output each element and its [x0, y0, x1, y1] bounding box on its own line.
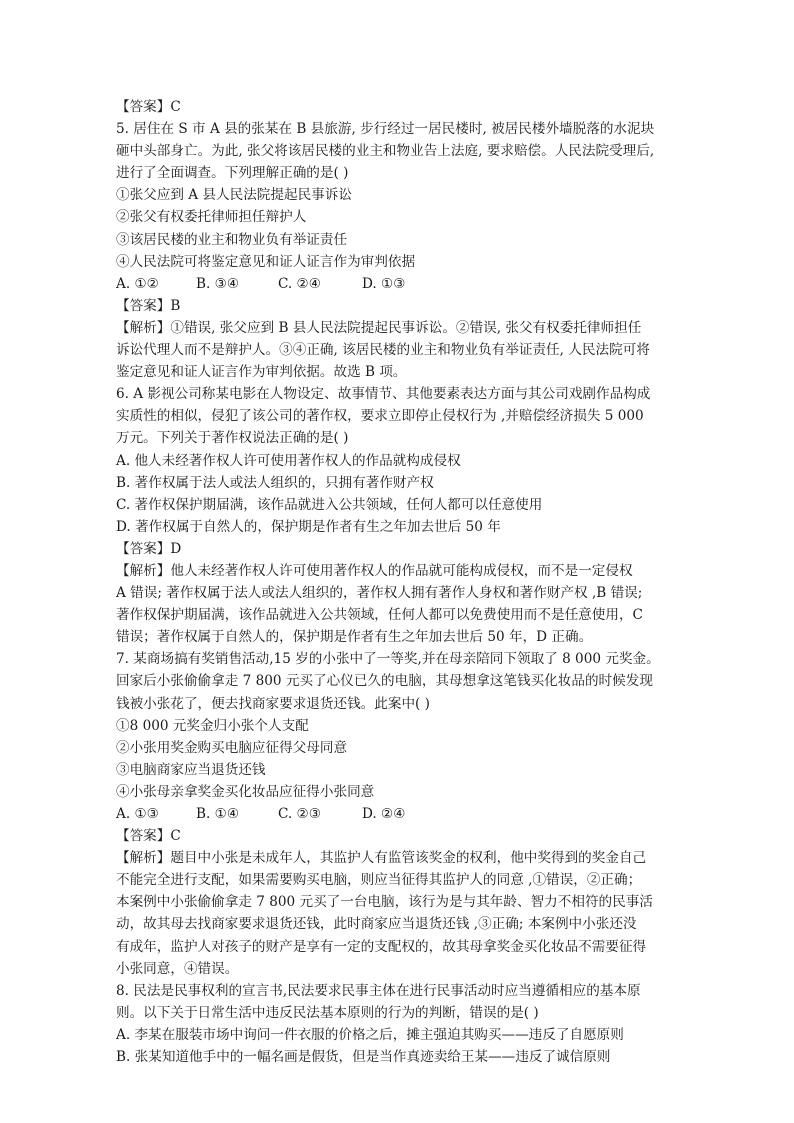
q6-option-d: D. 著作权属于自然人的，保护期是作者有生之年加去世后 50 年 — [116, 518, 501, 535]
q6-option-c: C. 著作权保护期届满，该作品就进入公共领域，任何人都可以任意使用 — [116, 496, 543, 513]
answer-q6: 【答案】D — [116, 540, 182, 557]
analysis-q6-line: A 错误; 著作权属于法人或法人组织的，著作权人拥有著作人身权和著作财产权 ,B 错误; — [116, 585, 643, 602]
analysis-q6-line: 错误；著作权属于自然人的，保护期是作者有生之年加去世后 50 年，D 正确。 — [116, 629, 593, 646]
q5-option-c: C. ②④ — [278, 275, 321, 292]
q7-option-c: C. ②③ — [278, 806, 321, 822]
document-body — [116, 96, 684, 1068]
analysis-q7-line: 本案例中小张偷偷拿走 7 800 元买了一台电脑，该行为是与其年龄、智力不相符的民事活 — [116, 894, 653, 911]
q7-stem-line: 钱被小张花了，便去找商家要求退货还钱。此案中( ) — [116, 695, 430, 712]
analysis-q5-line: 鉴定意见和证人证言作为审判依据。故选 B 项。 — [116, 364, 407, 381]
q5-option-a: A. ①② — [116, 275, 159, 292]
q7-statement: ②小张用奖金购买电脑应征得父母同意 — [116, 739, 348, 756]
q5-option-d: D. ①③ — [362, 275, 406, 292]
analysis-q7-line: 【解析】题目中小张是未成年人，其监护人有监管该奖金的权利，他中奖得到的奖金自己 — [116, 850, 647, 867]
q7-statement: ①8 000 元奖金归小张个人支配 — [116, 717, 309, 734]
q6-option-b: B. 著作权属于法人或法人组织的，只拥有著作财产权 — [116, 474, 434, 491]
q6-stem-line: 6. A 影视公司称某电影在人物设定、故事情节、其他要素表达方面与其公司戏剧作品构成 — [116, 386, 651, 403]
q5-stem-line: 砸中头部身亡。为此, 张父将该居民楼的业主和物业告上法庭, 要求赔偿。人民法院受理后, — [116, 143, 655, 160]
analysis-q5-line: 诉讼代理人而不是辩护人。③④正确, 该居民楼的业主和物业负有举证责任, 人民法院可将 — [116, 342, 650, 359]
analysis-q6-line: 著作权保护期届满，该作品就进入公共领域，任何人都可以免费使用而不是任意使用，C — [116, 607, 643, 624]
q5-statement: ③该居民楼的业主和物业负有举证责任 — [116, 231, 348, 248]
answer-q5: 【答案】B — [116, 297, 181, 314]
q8-stem-line: 则。以下关于日常生活中违反民法基本原则的行为的判断，错误的是( ) — [116, 1004, 539, 1021]
q5-stem-line: 5. 居住在 S 市 A 县的张某在 B 县旅游, 步行经过一居民楼时, 被居民楼外墙脱落的水泥块 — [116, 121, 655, 138]
q7-stem-line: 回家后小张偷偷拿走 7 800 元买了心仪已久的电脑，其母想拿这笔钱买化妆品的时候发现 — [116, 673, 653, 690]
analysis-q7-line: 动，故其母去找商家要求退货还钱，此时商家应当退货还钱 ,③正确; 本案例中小张还没 — [116, 916, 637, 933]
analysis-q6-line: 【解析】他人未经著作权人许可使用著作权人的作品就可能构成侵权，而不是一定侵权 — [116, 562, 633, 579]
q7-option-b: B. ①④ — [196, 806, 240, 822]
q7-stem-line: 7. 某商场搞有奖销售活动,15 岁的小张中了一等奖,并在母亲陪同下领取了 8 000 元奖金。 — [116, 651, 660, 668]
q6-option-a: A. 他人未经著作权人许可使用著作权人的作品就构成侵权 — [116, 452, 461, 469]
analysis-q7-line: 小张同意，④错误。 — [116, 960, 239, 977]
q7-option-d: D. ②④ — [362, 806, 406, 822]
q5-stem-line: 进行了全面调查。下列理解正确的是( ) — [116, 165, 349, 182]
q5-statement: ②张父有权委托律师担任辩护人 — [116, 209, 307, 226]
q8-option-a: A. 李某在服装市场中询问一件衣服的价格之后，摊主强迫其购买——违反了自愿原则 — [116, 1026, 624, 1043]
q8-stem-line: 8. 民法是民事权利的宣言书,民法要求民事主体在进行民事活动时应当遵循相应的基本原 — [116, 982, 641, 999]
analysis-q5-line: 【解析】①错误, 张父应到 B 县人民法院提起民事诉讼。②错误, 张父有权委托律师担任 — [116, 319, 642, 336]
q7-option-a: A. ①③ — [116, 806, 159, 822]
analysis-q7-line: 有成年，监护人对孩子的财产是享有一定的支配权的，故其母拿奖金买化妆品不需要征得 — [116, 938, 647, 955]
q5-statement: ④人民法院可将鉴定意见和证人证言作为审判依据 — [116, 253, 416, 270]
q5-statement: ①张父应到 A 县人民法院提起民事诉讼 — [116, 187, 352, 204]
q7-statement: ④小张母亲拿奖金买化妆品应征得小张同意 — [116, 783, 375, 800]
q7-options — [116, 803, 684, 825]
analysis-q7-line: 不能完全进行支配，如果需要购买电脑，则应当征得其监护人的同意 ,①错误，②正确； — [116, 872, 642, 889]
q5-options — [116, 273, 684, 295]
q8-option-b: B. 张某知道他手中的一幅名画是假货，但是当作真迹卖给王某——违反了诚信原则 — [116, 1049, 611, 1066]
answer-q7: 【答案】C — [116, 828, 181, 845]
q7-statement: ③电脑商家应当退货还钱 — [116, 761, 266, 778]
q6-stem-line: 实质性的相似，侵犯了该公司的著作权，要求立即停止侵权行为 ,并赔偿经济损失 5 000 — [116, 408, 644, 425]
answer-q4: 【答案】C — [116, 99, 181, 115]
q6-stem-line: 万元。下列关于著作权说法正确的是( ) — [116, 430, 349, 447]
q5-option-b: B. ③④ — [196, 275, 240, 292]
